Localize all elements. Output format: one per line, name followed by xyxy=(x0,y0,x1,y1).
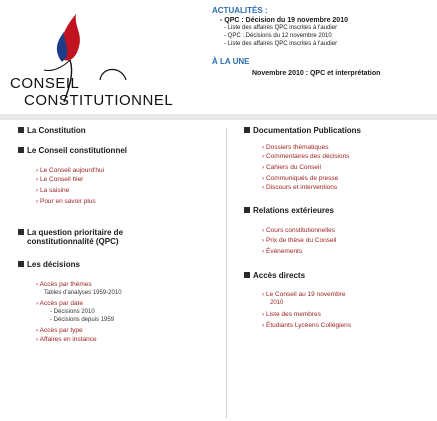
nav-conseil-aujourdhui[interactable]: › Le Conseil aujourd'hui xyxy=(36,166,104,175)
nav-liste-membres[interactable]: › Liste des membres xyxy=(262,310,351,319)
nav-relations[interactable]: Relations extérieures xyxy=(244,206,334,215)
nav-decisions[interactable]: Les décisions xyxy=(18,260,80,269)
nav-discours[interactable]: › Discours et interventions xyxy=(262,183,349,192)
nav-acces-directs[interactable]: Accès directs xyxy=(244,271,305,280)
nav-en-savoir-plus[interactable]: › Pour en savoir plus xyxy=(36,197,104,206)
actualites-section xyxy=(212,6,434,48)
acces-directs-list xyxy=(262,290,351,330)
nav-evenements[interactable]: › Événements xyxy=(262,247,336,256)
actualites-lead[interactable]: - QPC : Décision du 19 novembre 2010 xyxy=(220,17,348,24)
nav-communiques[interactable]: › Communiqués de presse xyxy=(262,174,349,183)
une-link[interactable]: Novembre 2010 : QPC et interprétation xyxy=(252,70,381,77)
nav-conseil-novembre-year[interactable]: 2010 xyxy=(270,300,284,306)
nav-commentaires[interactable]: › Commentaires des décisions xyxy=(262,152,349,161)
nav-decisions-2010[interactable]: - Décisions 2010 xyxy=(50,308,122,316)
square-bullet-icon xyxy=(18,127,24,133)
actualites-item[interactable]: - Liste des affaires QPC inscrites à l'audier xyxy=(224,41,338,47)
nav-affaires-instance[interactable]: › Affaires en instance xyxy=(36,335,122,344)
nav-acces-type[interactable]: › Accès par type xyxy=(36,326,122,335)
nav-dossiers[interactable]: › Dossiers thématiques xyxy=(262,143,349,152)
logo-line2: CONSTITUTIONNEL xyxy=(24,92,174,109)
logo-line1: CONSEIL xyxy=(10,75,80,92)
actualites-item[interactable]: - Liste des affaires QPC inscrites à l'audier xyxy=(224,25,338,31)
square-bullet-icon xyxy=(18,261,24,267)
decisions-list xyxy=(36,280,122,344)
nav-le-conseil[interactable]: Le Conseil constitutionnel xyxy=(18,146,127,155)
nav-etudiants[interactable]: › Étudiants Lycéens Collégiens xyxy=(262,321,351,330)
nav-la-constitution[interactable]: La Constitution xyxy=(18,126,86,135)
une-section xyxy=(212,57,434,77)
nav-acces-themes[interactable]: › Accès par thèmes xyxy=(36,280,122,289)
column-divider xyxy=(226,128,227,418)
square-bullet-icon xyxy=(244,207,250,213)
square-bullet-icon xyxy=(18,147,24,153)
actualites-title: ACTUALITÉS : xyxy=(212,6,268,15)
nav-conseil-hier[interactable]: › Le Conseil hier xyxy=(36,175,104,184)
documentation-list xyxy=(262,143,349,192)
header-divider xyxy=(0,114,437,120)
conseil-list xyxy=(36,166,104,206)
une-title: À LA UNE xyxy=(212,57,250,66)
nav-prix-these[interactable]: › Prix de thèse du Conseil xyxy=(262,236,336,245)
nav-decisions-1959[interactable]: - Décisions depuis 1959 xyxy=(50,316,122,324)
nav-qpc[interactable]: La question prioritaire de constitutionnalité (QPC) xyxy=(18,228,123,246)
nav-acces-date[interactable]: › Accès par date xyxy=(36,299,122,308)
actualites-item[interactable]: - QPC : Décisions du 12 novembre 2010 xyxy=(224,33,332,39)
nav-la-saisine[interactable]: › La saisine xyxy=(36,186,104,195)
relations-list xyxy=(262,226,336,256)
nav-cours[interactable]: › Cours constitutionnelles xyxy=(262,226,336,235)
nav-cahiers[interactable]: › Cahiers du Conseil xyxy=(262,163,349,172)
square-bullet-icon xyxy=(18,229,24,235)
nav-documentation[interactable]: Documentation Publications xyxy=(244,126,361,135)
nav-tables-analyses[interactable]: Tables d'analyses 1959-2010 xyxy=(44,290,122,296)
square-bullet-icon xyxy=(244,272,250,278)
nav-conseil-novembre[interactable]: › Le Conseil au 19 novembre xyxy=(262,290,351,299)
square-bullet-icon xyxy=(244,127,250,133)
